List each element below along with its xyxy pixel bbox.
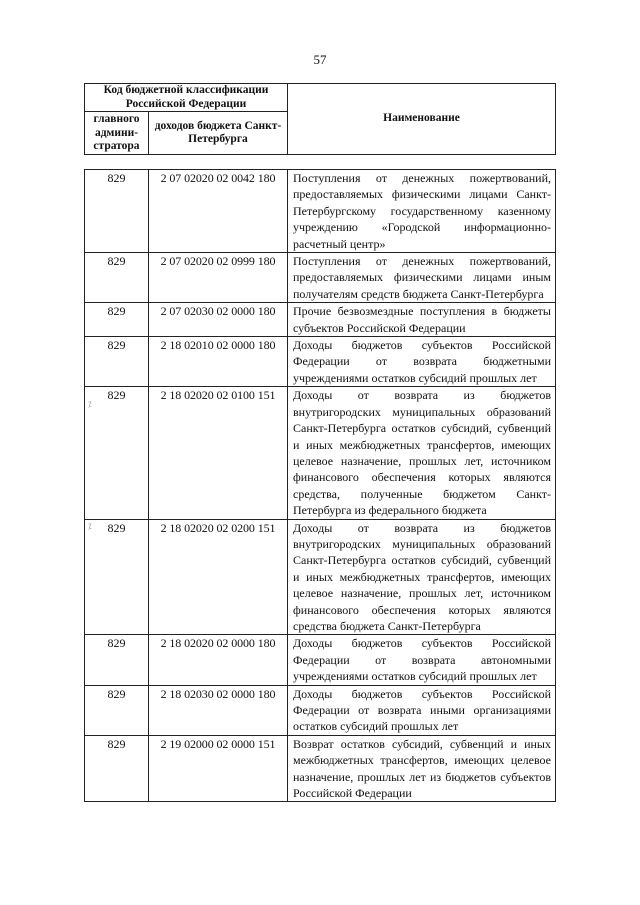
admin-code-cell: 829 [85,519,149,635]
admin-code-cell: 829 [85,170,149,253]
income-name-cell: Поступления от денежных пожертвований, предоставляемых физическими лицами иным получателям средств бюджета Санкт-Петербурга [288,253,556,303]
income-name-cell: Доходы бюджетов субъектов Российской Федерации от возврата иными организациями остатков субсидий прошлых лет [288,685,556,735]
income-name-cell: Доходы бюджетов субъектов Российской Федерации от возврата автономными учреждениями остатков субсидий прошлых лет [288,635,556,685]
admin-code-cell: 829 [85,387,149,519]
admin-column-header: главного админи-стратора [85,112,149,155]
income-name-cell: Возврат остатков субсидий, субвенций и иных межбюджетных трансфертов, имеющих целевое назначение, прошлых лет из бюджетов субъектов Российской Федерации [288,735,556,802]
income-name-cell: Доходы бюджетов субъектов Российской Федерации от возврата бюджетными учреждениями остатков субсидий прошлых лет [288,337,556,387]
income-code-cell: 2 07 02020 02 0042 180 [149,170,288,253]
scan-artifact-mark: ⁒ [88,522,92,531]
admin-code-cell: 829 [85,337,149,387]
table-row [85,519,556,635]
income-name-cell: Доходы от возврата из бюджетов внутригородских муниципальных образований Санкт-Петербурга остатков субсидий, субвенций и иных межбюджетных трансфертов, имеющих целевое назначение, прошлых лет, источником финансового обеспечения которых являются средства бюджета Санкт-Петербурга [288,519,556,635]
income-code-cell: 2 18 02020 02 0200 151 [149,519,288,635]
table-row [85,635,556,685]
scan-artifact-mark: ⁒ [88,400,92,409]
income-code-column-header: доходов бюджета Санкт-Петербурга [149,112,288,155]
admin-code-cell: 829 [85,685,149,735]
table-row [85,303,556,337]
budget-classification-code-header: Код бюджетной классификации Российской Федерации [85,84,288,112]
income-code-cell: 2 18 02030 02 0000 180 [149,685,288,735]
income-code-cell: 2 19 02000 02 0000 151 [149,735,288,802]
table-row [85,253,556,303]
table-row [85,387,556,519]
table-header [84,83,556,155]
income-code-cell: 2 18 02010 02 0000 180 [149,337,288,387]
income-code-cell: 2 07 02030 02 0000 180 [149,303,288,337]
table-row [85,170,556,253]
income-name-cell: Доходы от возврата из бюджетов внутригородских муниципальных образований Санкт-Петербурга остатков субсидий, субвенций и иных межбюджетных трансфертов, имеющих целевое назначение, прошлых лет, источником финансового обеспечения которых являются средства, полученные бюджетом Санкт-Петербурга из федерального бюджета [288,387,556,519]
classification-table [84,169,556,802]
page-number: 57 [313,52,327,67]
table-row [85,735,556,802]
admin-code-cell: 829 [85,253,149,303]
income-code-cell: 2 18 02020 02 0100 151 [149,387,288,519]
admin-code-cell: 829 [85,635,149,685]
income-name-cell: Прочие безвозмездные поступления в бюджеты субъектов Российской Федерации [288,303,556,337]
income-code-cell: 2 07 02020 02 0999 180 [149,253,288,303]
admin-code-cell: 829 [85,303,149,337]
income-name-cell: Поступления от денежных пожертвований, предоставляемых физическими лицами Санкт-Петербургскому государственному казенному учреждению «Городской информационно-расчетный центр» [288,170,556,253]
name-column-header: Наименование [288,84,556,155]
table-row [85,685,556,735]
admin-code-cell: 829 [85,735,149,802]
income-code-cell: 2 18 02020 02 0000 180 [149,635,288,685]
table-row [85,337,556,387]
